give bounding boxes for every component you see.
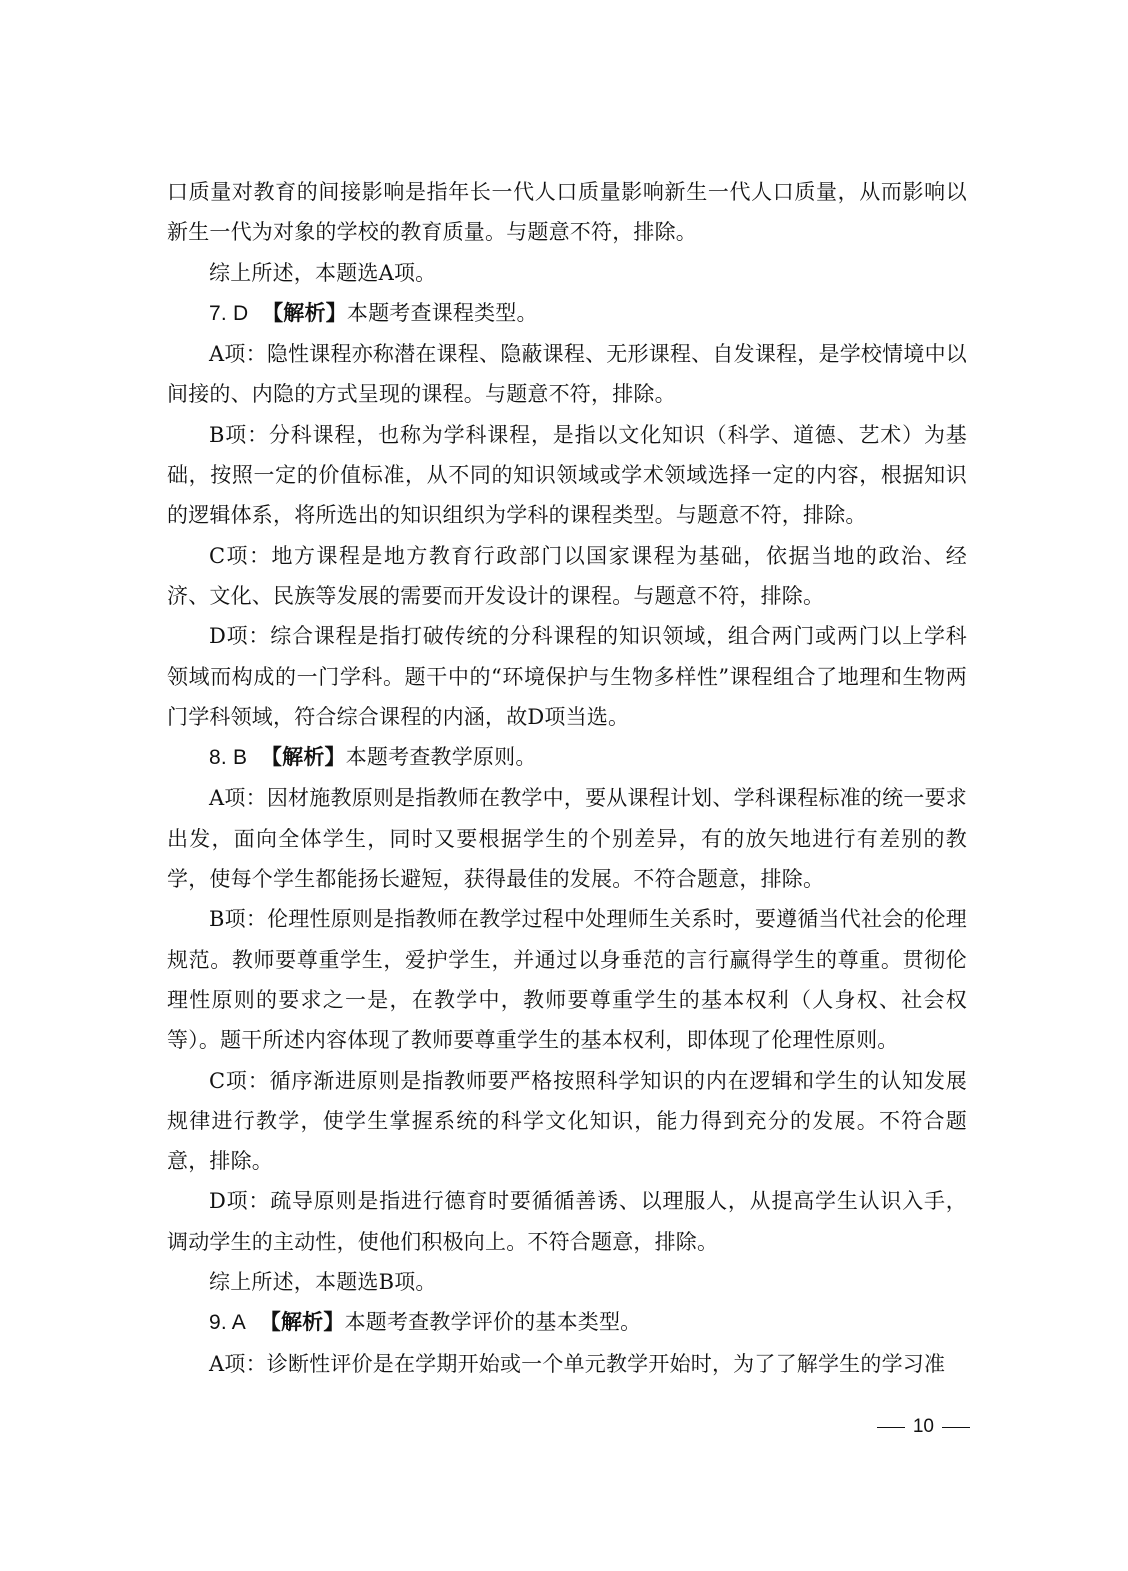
question-heading: [167, 293, 967, 334]
question-topic: 本题考查教学原则。: [345, 745, 537, 770]
paragraph: A项：因材施教原则是指教师在教学中，要从课程计划、学科课程标准的统一要求出发，面向全体学生，同时又要根据学生的个别差异，有的放矢地进行有差别的教学，使每个学生都能扬长避短，获得最佳的发展。不符合题意，排除。: [167, 786, 967, 892]
question-topic: 本题考查课程类型。: [346, 300, 538, 325]
paragraph: B项：分科课程，也称为学科课程，是指以文化知识（科学、道德、艺术）为基础，按照一定的价值标准，从不同的知识领域或学术领域选择一定的内容，根据知识的逻辑体系，将所选出的知识组织为学科的课程类型。与题意不符，排除。: [167, 422, 967, 528]
paragraph: 口质量对教育的间接影响是指年长一代人口质量影响新生一代人口质量，从而影响以新生一代为对象的学校的教育质量。与题意不符，排除。: [167, 180, 967, 245]
page-number: 10: [912, 1416, 934, 1437]
paragraph: C项：地方课程是地方教育行政部门以国家课程为基础，依据当地的政治、经济、文化、民族等发展的需要而开发设计的课程。与题意不符，排除。: [167, 543, 967, 608]
paragraph: D项：综合课程是指打破传统的分科课程的知识领域，组合两门或两门以上学科领域而构成的一门学科。题干中的“环境保护与生物多样性”课程组合了地理和生物两门学科领域，符合综合课程的内涵，故D项当选。: [167, 624, 967, 729]
paragraph: 综上所述，本题选A项。: [209, 260, 437, 285]
question-number: 9. A: [209, 1311, 246, 1335]
analysis-tag: 【解析】: [259, 1310, 345, 1335]
body-text: [167, 172, 967, 1384]
footer-dash-left: [877, 1427, 905, 1428]
analysis-tag: 【解析】: [262, 300, 347, 325]
paragraph: B项：伦理性原则是指教师在教学过程中处理师生关系时，要遵循当代社会的伦理规范。教师要尊重学生，爱护学生，并通过以身垂范的言行赢得学生的尊重。贯彻伦理性原则的要求之一是，在教学中，教师要尊重学生的基本权利（人身权、社会权等）。题干所述内容体现了教师要尊重学生的基本权利，即体现了伦理性原则。: [167, 907, 967, 1053]
footer-dash-right: [942, 1427, 970, 1428]
paragraph: C项：循序渐进原则是指教师要严格按照科学知识的内在逻辑和学生的认知发展规律进行教学，使学生掌握系统的科学文化知识，能力得到充分的发展。不符合题意，排除。: [167, 1068, 967, 1174]
paragraph: A项：诊断性评价是在学期开始或一个单元教学开始时，为了了解学生的学习准: [209, 1351, 946, 1376]
page-footer: [820, 1412, 970, 1442]
question-number: 7. D: [209, 301, 249, 325]
analysis-tag: 【解析】: [260, 745, 346, 770]
paragraph: D项：疏导原则是指进行德育时要循循善诱、以理服人，从提高学生认识入手，调动学生的主动性，使他们积极向上。不符合题意，排除。: [167, 1189, 967, 1254]
question-heading: [167, 737, 967, 778]
paragraph: 综上所述，本题选B项。: [209, 1270, 437, 1295]
question-topic: 本题考查教学评价的基本类型。: [344, 1310, 642, 1335]
question-number: 8. B: [209, 746, 248, 770]
paragraph: A项：隐性课程亦称潜在课程、隐蔽课程、无形课程、自发课程，是学校情境中以间接的、内隐的方式呈现的课程。与题意不符，排除。: [167, 342, 967, 407]
question-heading: [167, 1302, 967, 1343]
